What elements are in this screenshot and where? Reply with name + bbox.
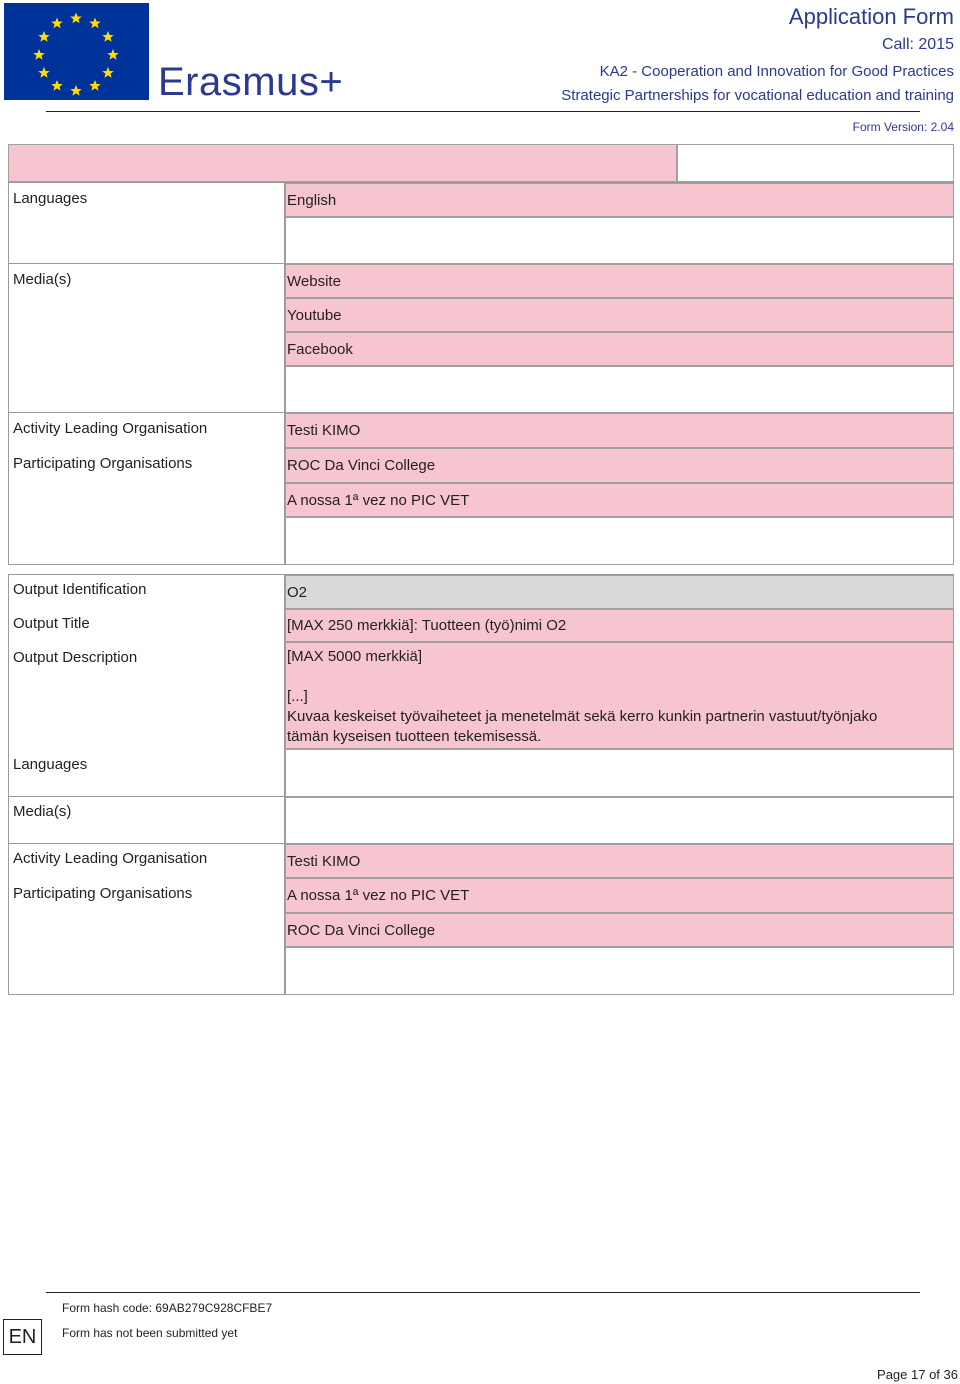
participating-orgs-label: Participating Organisations <box>13 455 193 472</box>
output-id-label: Output Identification <box>13 581 147 598</box>
participating-empty-field[interactable] <box>285 947 954 995</box>
output-desc-line: tämän kyseisen tuotteen tekemisessä. <box>287 728 542 745</box>
submission-status: Form has not been submitted yet <box>62 1326 238 1340</box>
form-subtitle: Strategic Partnerships for vocational education and training <box>561 87 954 104</box>
participating-empty-field[interactable] <box>285 517 954 565</box>
row-divider <box>8 412 285 413</box>
media-field-youtube[interactable]: Youtube <box>285 298 954 332</box>
leading-org-label: Activity Leading Organisation <box>13 420 208 437</box>
eu-flag-logo <box>4 3 149 100</box>
leading-org-label: Activity Leading Organisation <box>13 850 208 867</box>
participating-org-field[interactable]: ROC Da Vinci College <box>285 448 954 483</box>
output-desc-line: [MAX 5000 merkkiä] <box>287 648 423 665</box>
output-desc-line: Kuvaa keskeiset työvaiheteet ja menetelmät sekä kerro kunkin partnerin vastuut/työnjako <box>287 708 878 725</box>
participating-org-field[interactable]: A nossa 1ª vez no PIC VET <box>285 878 954 913</box>
page-number: Page 17 of 36 <box>877 1367 958 1382</box>
media-label: Media(s) <box>13 271 72 288</box>
top-partial-field[interactable] <box>8 144 677 182</box>
output-id-field: O2 <box>285 575 954 609</box>
leading-org-field[interactable]: Testi KIMO <box>285 844 954 878</box>
media-empty-field[interactable] <box>285 797 954 844</box>
call-year: Call: 2015 <box>881 36 954 53</box>
media-field-website[interactable]: Website <box>285 264 954 298</box>
languages-empty-field[interactable] <box>285 217 954 264</box>
form-hash: Form hash code: 69AB279C928CFBE7 <box>62 1301 273 1315</box>
media-field-facebook[interactable]: Facebook <box>285 332 954 366</box>
row-divider <box>8 263 285 264</box>
form-version: Form Version: 2.04 <box>852 120 954 134</box>
languages-label: Languages <box>13 756 88 773</box>
output-title-label: Output Title <box>13 615 90 632</box>
output-desc-label: Output Description <box>13 649 138 666</box>
language-code-badge: EN <box>3 1319 42 1355</box>
languages-field[interactable]: English <box>285 183 954 217</box>
key-action: KA2 - Cooperation and Innovation for Good Practices <box>599 63 954 80</box>
form-title: Application Form <box>788 4 954 29</box>
languages-label: Languages <box>13 190 88 207</box>
languages-empty-field[interactable] <box>285 749 954 797</box>
output-desc-line: [...] <box>287 688 308 705</box>
output-desc-field[interactable] <box>285 642 954 749</box>
header-divider <box>46 111 920 112</box>
top-partial-field-right <box>677 144 954 182</box>
participating-org-field[interactable]: A nossa 1ª vez no PIC VET <box>285 483 954 517</box>
row-divider <box>8 843 285 844</box>
output-title-field[interactable]: [MAX 250 merkkiä]: Tuotteen (työ)nimi O2 <box>285 609 954 642</box>
leading-org-field[interactable]: Testi KIMO <box>285 413 954 448</box>
media-label: Media(s) <box>13 803 72 820</box>
participating-org-field[interactable]: ROC Da Vinci College <box>285 913 954 947</box>
footer-divider <box>46 1292 920 1293</box>
participating-orgs-label: Participating Organisations <box>13 885 193 902</box>
media-empty-field[interactable] <box>285 366 954 413</box>
brand-name: Erasmus+ <box>158 60 344 104</box>
